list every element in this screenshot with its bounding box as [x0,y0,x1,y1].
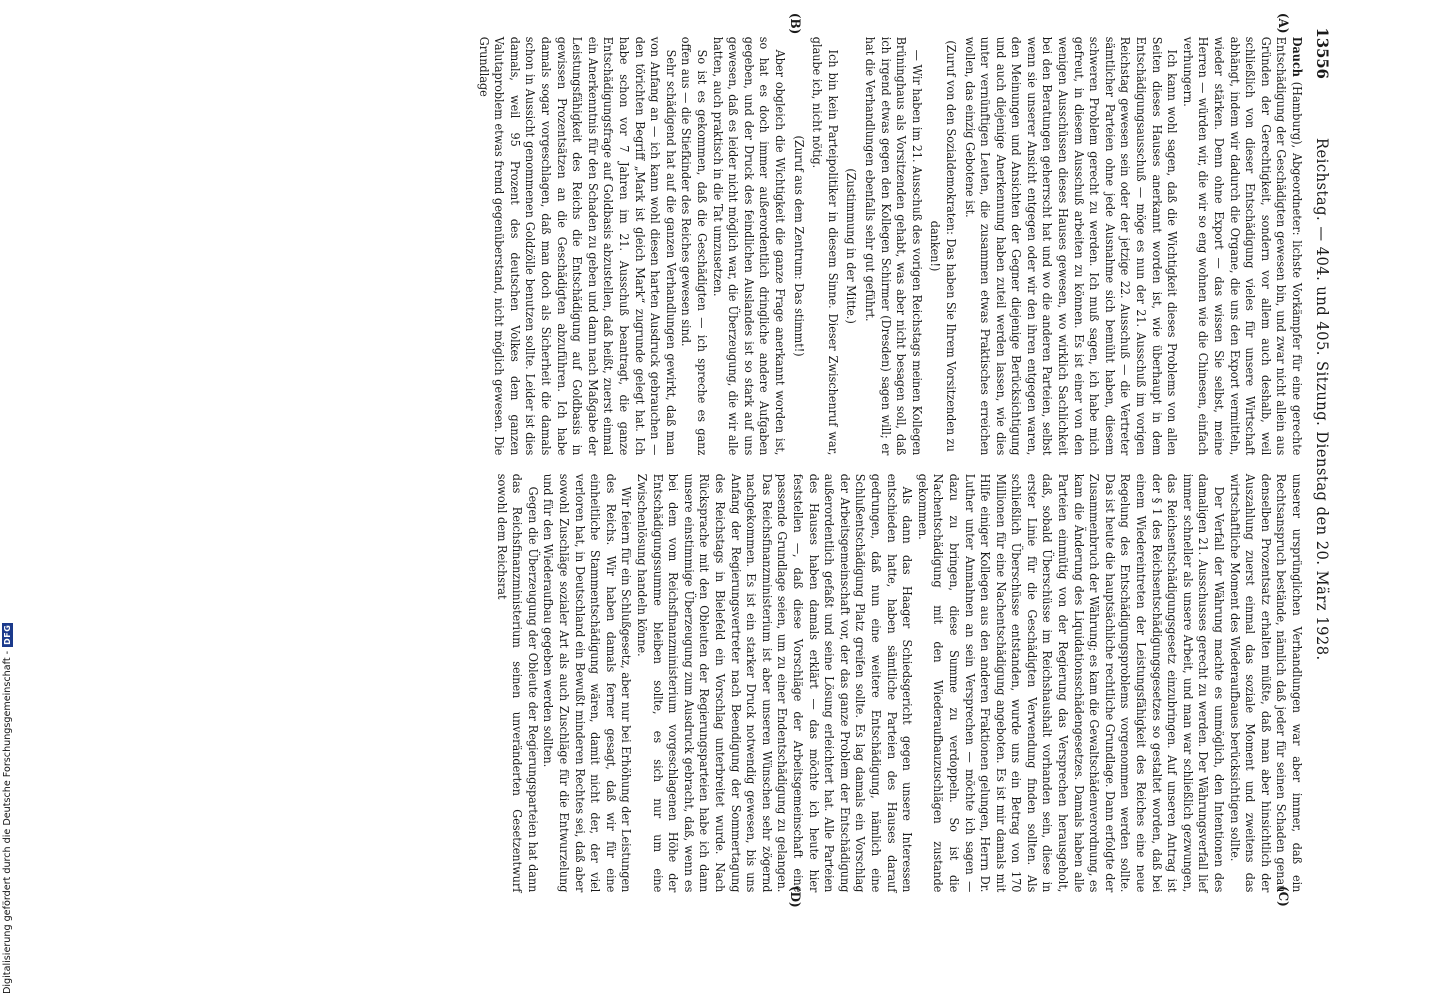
right-column [493,474,1304,893]
interjection: (Zuruf aus dem Zentrum: Das stimmt!) [791,135,806,357]
margin-mark-a: (A) [1275,12,1290,34]
paragraph [1179,37,1304,456]
margin-mark-d: (D) [787,885,802,908]
paragraph: Als dann das Haager Schiedsgericht gegen unsere Interessen entschieden hatte, haben sämtliche Parteien des Hauses darauf gedrungen, daß nun eine weitere Entschädigung, nämlich eine Schlußentschädigung Platz greifen sollte. Es lag damals ein Vorschlag der Arbeitsgemeinschaft vor, der das ganze Problem der Entschädigung außerordentlich gefaßt und seine Lösung erleichtert hat. Alle Parteien des Hauses haben damals erklärt — das möchte ich heute hier feststellen —, daß diese Vorschläge der Arbeitsgemeinschaft eine passende Grundlage seien, um zu einer Endentschädigung zu gelangen. Das Reichsfinanzministerium ist aber unseren Wünschen sehr zögernd nachgekommen. Es ist ein starker Druck notwendig gewesen, bis uns Anfang der Regierungsvertreter nach Beendigung der Sommertagung des Reichstags in Bielefeld ein Vorschlag unterbreitet wurde. Nach Rücksprache mit den Obleuten der Regierungsparteien habe ich dann unsere einstimmige Überzeugung zum Ausdruck gebracht, daß, wenn es bei dem vom Reichsfinanzministerium vorgeschlagenen Höhe der Entschädigungssumme bleiben sollte, es sich nur um eine Zwischenlösung handeln könne. [635,473,915,893]
paragraph: Ich bin kein Parteipolitiker in diesem Sinne. Dieser Zwischenruf war, glaube ich, nicht nötig. [810,36,840,456]
paragraph: Aber obgleich die Wichtigkeit die ganze Frage anerkannt worden ist, so hat es doch immer außerordentlich dringliche andere Aufgaben gegeben, und der Druck des feindlichen Auslandes ist so stark auf uns gewesen, daß es leider nicht möglich war, die Überzeugung, die wir alle hatten, auch praktisch in die Tat umzusetzen. [710,36,787,456]
paragraph: Gegen die Überzeugung der Obleute der Regierungsparteien hat dann das Reichsfinanzministerium seinen unveränderten Gesetzentwurf sowohl dem Reichsrat [494,473,540,893]
paragraph: So ist es gekommen, daß die Geschädigten — ich spreche es ganz offen aus — die Stiefkinder des Reiches gewesen sind. [679,36,710,456]
speaker-name: Dauch [1290,36,1304,77]
page-header [1310,28,1332,893]
paragraph: unserer ursprünglichen Verhandlungen war aber immer, daß ein Rechtsanspruch bestände, nämlich daß jeder für seinen Schaden genau denselben Prozentsatz erhalten müßte, daß man aber hinsichtlich der Auszahlung zuerst einmal das soziale Moment und zweitens das wirtschaftliche Moment des Wiederaufbaues berücksichtigen sollte. [1227,473,1304,893]
rotated-page [114,0,1334,920]
dfg-logo: DFG [3,624,12,645]
paragraph: Wir feiern für ein Schlußgesetz, aber nur bei Erhöhung der Leistungen des Reichs. Wir haben damals ferner gesagt, daß wir für eine einheitliche Stammentschädigung wären, damit nicht der, der viel verloren hat, in Deutschland ein Bewußt minderen Rechtes sei, daß aber sowohl Zuschläge sozialer Art als auch Zuschläge für die Entwurzelung und für den Wiederaufbau gegeben werden sollten. [541,473,634,893]
paragraph: Sehr schädigend hat auf die ganzen Verhandlungen gewirkt, daß man von Anfang an — ich kann wohl diesen harten Ausdruck gebrauchen — den törichten Begriff „Mark ist gleich Mark“ zugrunde gelegt hat. Ich habe schon vor 7 Jahren im 21. Ausschuß beantragt, die ganze Entschädigungsfrage auf Goldbasis abzustellen, daß heißt, zuerst einmal ein Anerkenntnis für den Schaden zu geben und dann nach Maßgabe der Leistungsfähigkeit des Reichs die Entschädigung auf Goldbasis in gewissen Prozentsätzen an die Geschädigten abzuführen. Ich habe damals sogar vorgeschlagen, daß man doch als Sicherheit die damals schon in Aussicht genommenen Goldzölle benutzen sollte. Leider ist dies damals, weil 95 Prozent des deutschen Volkes dem ganzen Valutaproblem etwas fremd gegenüberstand, nicht möglich gewesen. Die Grundlage [476,36,678,456]
left-column [475,37,1304,456]
page-number: 13556 [1313,27,1332,79]
margin-mark-b: (B) [787,12,802,35]
paragraph: — Wir haben im 21. Ausschuß des vorigen Reichstags meinen Kollegen Brüninghaus als Vorsitzenden gehabt, was aber nicht besagen soll, daß ich irgend etwas gegen den Kollegen Schirmer (Dresden) sagen will; er hat die Verhandlungen ebenfalls sehr gut geführt. [862,36,924,456]
paragraph-text: lichste Vorkämpfer für eine gerechte Entschädigung der Geschädigten gewesen bin, und zwar nicht allein aus Gründen der Gerechtigkeit, sondern vor allem auch deshalb, weil schließlich von dieser Entschädigung vieles für unsere Wirtschaft abhängt, indem wir dadurch die Organe, die uns den Export vermitteln, wieder stärken. Denn ohne Export — das wissen Sie selbst, meine Herren — würden wir, die wir so eng wohnen wie die Chinesen, einfach verhungern. [1180,36,1304,456]
paragraph: Ich kann wohl sagen, daß die Wichtigkeit dieses Problems von allen Seiten dieses Hauses anerkannt worden ist, wie überhaupt in dem Entschädigungsausschuß — möge es nun der 21. Ausschuß im vorigen Reichstag gewesen sein oder der jetzige 22. Ausschuß — die Vertreter sämtlicher Parteien ohne jede Ausnahme sich bemüht haben, diesem schweren Problem gerecht zu werden. Ich muß sagen, ich habe mich gefreut, in diesem Ausschuß arbeiten zu können. Es ist einer von den wenigen Ausschüssen dieses Hauses gewesen, wo wirklich Sachlichkeit bei den Beratungen geherrscht hat und wo die anderen Parteien, selbst wenn sie unserer Ansicht entgegen oder wir den ihren entgegen waren, den Meinungen und Ansichten der Gegner diejenige Berücksichtigung und auch diejenige Anerkennung haben zuteil werden lassen, wie dies unter vernünftigen Leuten, die zusammen etwas Praktisches erreichen wollen, das einzig Gebotene ist. [962,36,1180,456]
margin-mark-c: (C) [1275,885,1290,907]
interjection: (Zustimmung in der Mitte.) [844,168,859,324]
interjection: (Zuruf von den Sozialdemokraten: Das haben Sie Ihrem Vorsitzenden zu danken!) [928,40,958,452]
header-title: Reichstag. — 404. und 405. Sitzung. Dienstag den 20. März 1928. [1313,138,1332,661]
digitization-credit [2,623,13,994]
speaker-affiliation: (Hamburg), Abgeordneter: [1290,81,1304,236]
paragraph: Der Verfall der Währung machte es unmöglich, den Intentionen des damaligen 21. Ausschusses gerecht zu werden. Der Währungsverfall lief immer schneller als unsere Arbeit, und man war schließlich gezwungen, das Reichsentschädigungsgesetz einzubringen. Auf unseren Antrag ist der § 1 des Reichsentschädigungsgesetzes so gestaltet worden, daß bei einem Wiedereintreten der Leistungsfähigkeit des Reiches eine neue Regelung des Entschädigungsproblems vorgenommen werden sollte. Das ist heute die hauptsächliche rechtliche Grundlage. Dann erfolgte der Zusammenbruch der Währung; es kam die Gewaltschädenverordnung, es kam die Änderung des Liquidationsschädengesetzes. Damals haben alle Parteien einmütig von der Regierung das Versprechen herausgeholt, daß, sobald Überschüsse im Reichshaushalt vorhanden sein, diese in erster Linie für die Geschädigten Verwendung finden sollten. Als schließlich Überschüsse entstanden, wurde uns ein Betrag von 170 Millionen für eine Nachentschädigung angeboten. Es ist mir damals mit Hilfe einiger Kollegen aus den anderen Fraktionen gelungen, Herrn Dr. Luther unter Anmahnen an sein Versprechen — möchte ich sagen — dazu zu bringen, diese Summe zu verdoppeln. So ist die Nachentschädigung mit den Wiederaufbauzuschlägen zustande gekommen. [915,473,1227,893]
credit-text: Digitalisierung gefördert durch die Deutsche Forschungsgemeinschaft - [2,650,13,994]
